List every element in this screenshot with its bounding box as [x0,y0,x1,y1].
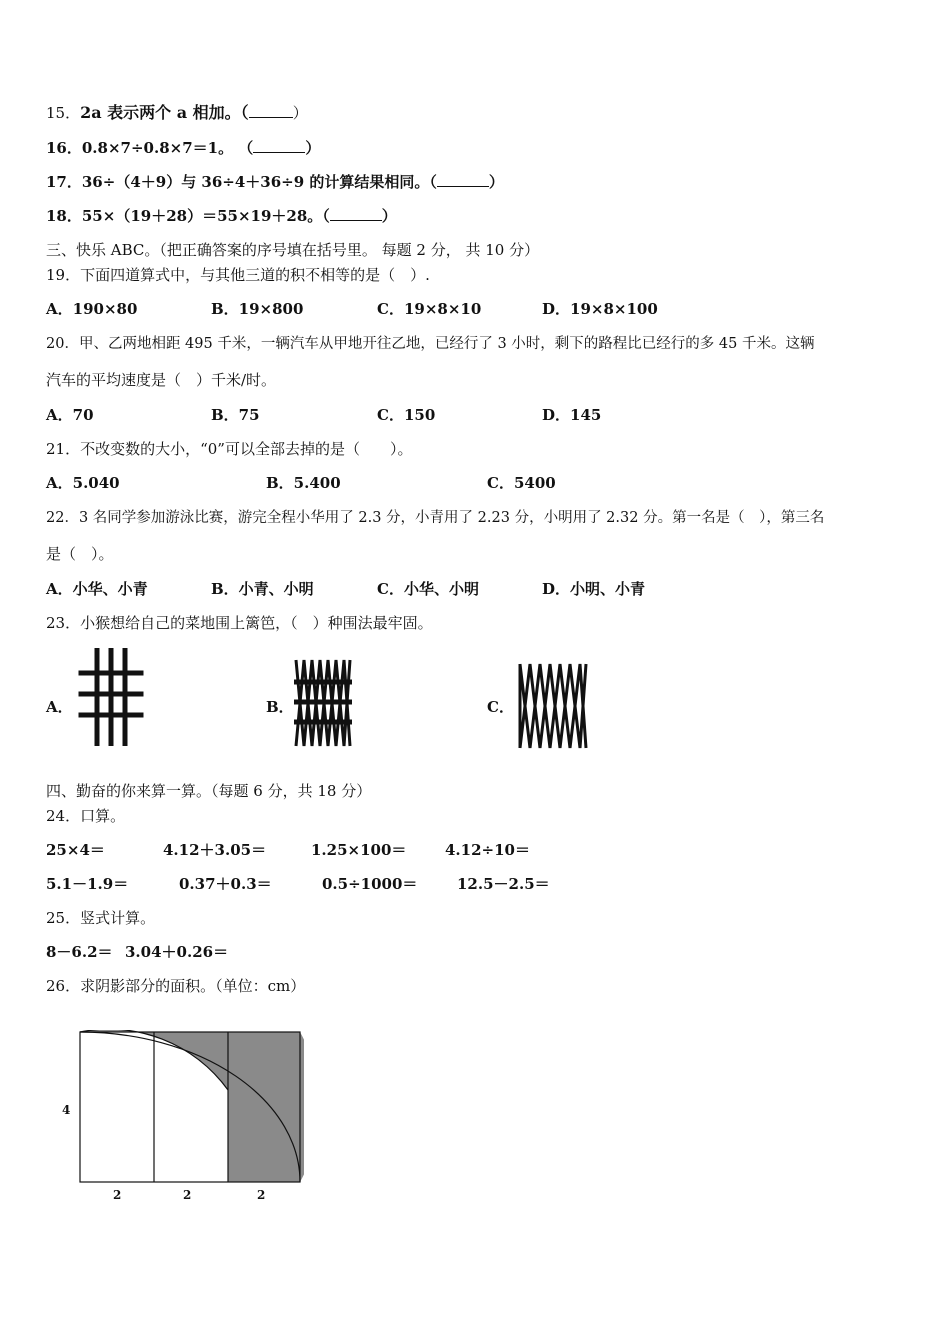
vertical-calc-item: 3.04＋0.26＝ [125,943,229,961]
mental-calc-item: 1.25×100＝ [311,841,407,859]
figure-height-label: 4 [62,1103,71,1117]
question-19: 19．下面四道算式中，与其他三道的积不相等的是（ ）. [46,266,430,284]
option-b[interactable]: B．小青、小明 [211,580,314,598]
question-23: 23．小猴想给自己的菜地围上篱笆，（ ）种围法最牢固。 [46,614,433,632]
shaded-area-figure [78,1030,304,1185]
mental-calc-item: 4.12÷10＝ [445,841,530,859]
question-21: 21．不改变数的大小，“0”可以全部去掉的是（ ）。 [46,440,413,458]
option-c[interactable]: C．5400 [487,474,556,492]
figure-width-label: 2 [183,1188,192,1202]
option-d[interactable]: D．19×8×100 [542,300,658,318]
question-25: 25．竖式计算。 [46,909,156,927]
option-a[interactable]: A． [46,698,73,716]
fence-zigzag-bars-image[interactable] [292,656,354,750]
option-a[interactable]: A．190×80 [46,300,138,318]
mental-calc-item: 12.5－2.5＝ [457,875,550,893]
mental-calc-item: 25×4＝ [46,841,105,859]
question-22-line1: 22．3 名同学参加游泳比赛，游完全程小华用了 2.3 分，小青用了 2.23 分，小明用了 2.32 分。第一名是（ ），第三名 [46,510,825,526]
mental-calc-item: 5.1－1.9＝ [46,875,129,893]
vertical-calc-item: 8－6.2＝ [46,943,113,961]
fence-crossed-zigzag-image[interactable] [516,660,588,752]
question-22-line2: 是（ ）。 [46,545,114,563]
option-b[interactable]: B．19×800 [211,300,304,318]
option-a[interactable]: A．5.040 [46,474,120,492]
answer-blank[interactable] [253,138,305,153]
figure-width-label: 2 [257,1188,266,1202]
answer-blank[interactable] [249,103,293,118]
section-4-heading: 四、勤奋的你来算一算。（每题 6 分，共 18 分） [46,782,372,800]
mental-calc-item: 4.12＋3.05＝ [163,841,267,859]
option-b[interactable]: B．75 [211,406,260,424]
option-a[interactable]: A．小华、小青 [46,580,148,598]
section-3-heading: 三、快乐 ABC。（把正确答案的序号填在括号里。 每题 2 分， 共 10 分） [46,241,540,259]
question-16: 16．0.8×7÷0.8×7＝1。 （ ） [46,139,321,157]
question-20-line2: 汽车的平均速度是（ ）千米/时。 [46,371,277,389]
question-24: 24．口算。 [46,807,126,825]
option-c[interactable]: C．小华、小明 [377,580,479,598]
fence-grid-image[interactable] [78,648,144,746]
option-c[interactable]: C．150 [377,406,436,424]
mental-calc-item: 0.5÷1000＝ [322,875,418,893]
option-d[interactable]: D．145 [542,406,602,424]
option-d[interactable]: D．小明、小青 [542,580,646,598]
answer-blank[interactable] [330,206,382,221]
option-c[interactable]: C． [487,698,514,716]
answer-blank[interactable] [437,172,489,187]
mental-calc-item: 0.37＋0.3＝ [179,875,272,893]
figure-width-label: 2 [113,1188,122,1202]
option-b[interactable]: B． [266,698,294,716]
question-17: 17．36÷（4＋9）与 36÷4＋36÷9 的计算结果相同。（ ） [46,173,504,191]
option-b[interactable]: B．5.400 [266,474,341,492]
question-18: 18．55×（19＋28）＝55×19＋28。（ ） [46,207,397,225]
question-15: 15．2a 表示两个 a 相加。（ ） [46,103,308,122]
option-c[interactable]: C．19×8×10 [377,300,482,318]
question-20-line1: 20．甲、乙两地相距 495 千米，一辆汽车从甲地开往乙地，已经行了 3 小时，剩下的路程比已经行的多 45 千米。这辆 [46,336,815,352]
question-26: 26．求阴影部分的面积。（单位：cm） [46,977,306,995]
option-a[interactable]: A．70 [46,406,94,424]
